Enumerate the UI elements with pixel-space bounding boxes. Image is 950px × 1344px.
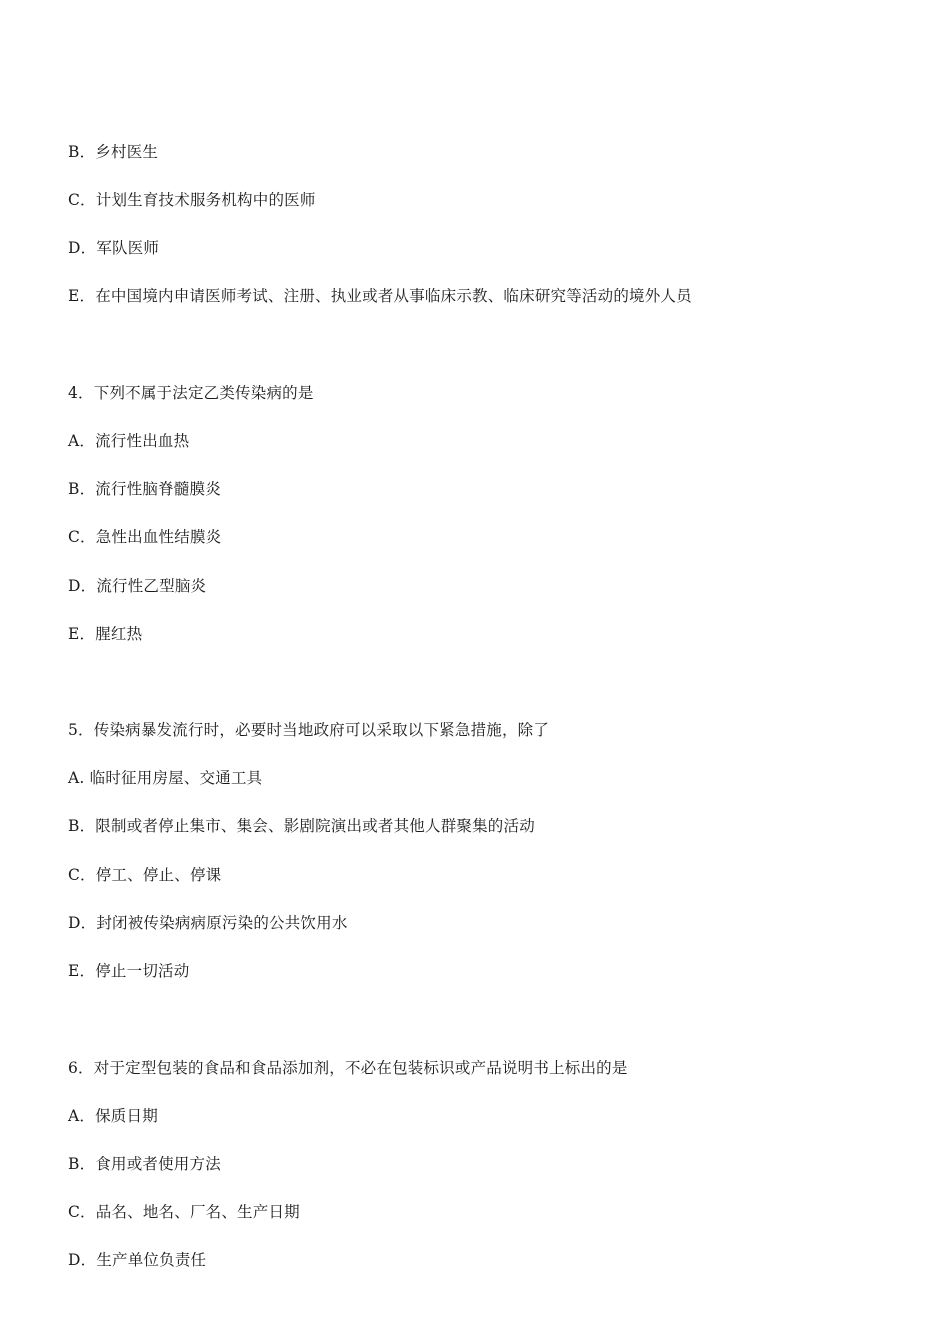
option-3b: B．乡村医生 xyxy=(68,143,159,161)
question-5-stem: 5．传染病暴发流行时，必要时当地政府可以采取以下紧急措施，除了 xyxy=(68,721,550,739)
option-5d: D．封闭被传染病病原污染的公共饮用水 xyxy=(68,914,348,932)
question-6-stem: 6．对于定型包装的食品和食品添加剂，不必在包装标识或产品说明书上标出的是 xyxy=(68,1059,628,1077)
option-3c: C．计划生育技术服务机构中的医师 xyxy=(68,191,316,209)
option-4a: A．流行性出血热 xyxy=(68,432,190,450)
option-6b: B．食用或者使用方法 xyxy=(68,1155,221,1173)
option-4c: C．急性出血性结膜炎 xyxy=(68,528,222,546)
question-4-stem: 4．下列不属于法定乙类传染病的是 xyxy=(68,384,314,402)
option-3e: E．在中国境内申请医师考试、注册、执业或者从事临床示教、临床研究等活动的境外人员 xyxy=(68,287,692,305)
option-5a: A. 临时征用房屋、交通工具 xyxy=(68,769,263,787)
option-5c: C．停工、停止、停课 xyxy=(68,866,222,884)
option-3d: D．军队医师 xyxy=(68,239,160,257)
option-4e: E．腥红热 xyxy=(68,625,143,643)
option-6a: A．保质日期 xyxy=(68,1107,158,1125)
option-4b: B．流行性脑脊髓膜炎 xyxy=(68,480,221,498)
option-6c: C．品名、地名、厂名、生产日期 xyxy=(68,1203,300,1221)
option-5b: B．限制或者停止集市、集会、影剧院演出或者其他人群聚集的活动 xyxy=(68,817,535,835)
option-5e: E．停止一切活动 xyxy=(68,962,190,980)
option-6d: D．生产单位负责任 xyxy=(68,1251,207,1269)
option-4d: D．流行性乙型脑炎 xyxy=(68,577,207,595)
